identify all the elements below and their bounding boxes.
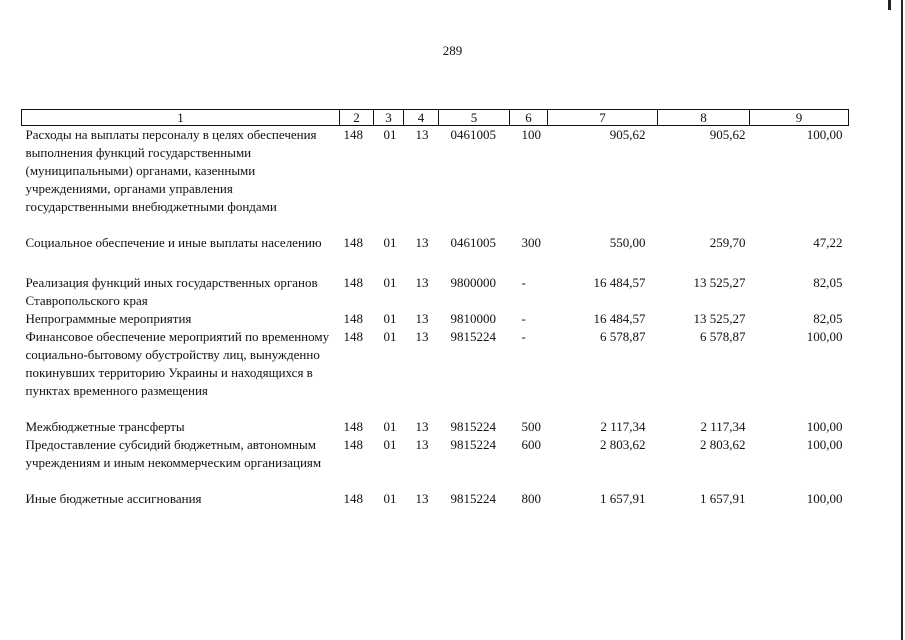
cell-section: 01	[383, 127, 397, 142]
table-row	[22, 418, 849, 436]
cell-target: 9815224	[450, 490, 496, 506]
cell-plan: 550,00	[609, 234, 646, 250]
cell-section: 01	[383, 490, 397, 506]
cell-section: 01	[383, 274, 397, 290]
cell-subsection: 13	[415, 274, 429, 290]
cell-section: 01	[383, 234, 397, 250]
cell-expense-type: 100	[521, 127, 541, 142]
cell-expense-type: -	[521, 310, 526, 326]
row-name: Реализация функций иных государственных органов Ставропольского края	[25, 274, 318, 308]
row-name: Непрограммные мероприятия	[25, 310, 192, 326]
cell-actual: 905,62	[709, 127, 746, 142]
cell-target: 9815224	[450, 418, 496, 434]
budget-table	[21, 109, 849, 508]
cell-expense-type: 300	[521, 234, 541, 250]
cell-expense-type: -	[521, 274, 526, 290]
header-cell: 2	[340, 110, 374, 126]
table-row	[22, 490, 849, 508]
cell-plan: 2 117,34	[600, 418, 646, 434]
cell-percent: 82,05	[813, 310, 843, 326]
cell-subsection: 13	[415, 418, 429, 434]
cell-actual: 259,70	[709, 234, 746, 250]
cell-subsection: 13	[415, 234, 429, 250]
header-cell: 5	[439, 110, 510, 126]
cell-section: 01	[383, 328, 397, 344]
cell-percent: 47,22	[813, 234, 843, 250]
cell-actual: 2 117,34	[700, 418, 746, 434]
cell-percent: 100,00	[806, 127, 843, 142]
cell-target: 0461005	[450, 127, 496, 142]
cell-subsection: 13	[415, 328, 429, 344]
row-name: Социальное обеспечение и иные выплаты населению	[25, 234, 322, 250]
cell-expense-type: 500	[521, 418, 541, 434]
cell-percent: 82,05	[813, 274, 843, 290]
cell-plan: 1 657,91	[600, 490, 646, 506]
cell-percent: 100,00	[806, 328, 843, 344]
cell-expense-type: -	[521, 328, 526, 344]
cell-ministry: 148	[343, 310, 363, 326]
table-row	[22, 274, 849, 310]
cell-ministry: 148	[343, 490, 363, 506]
cell-actual: 13 525,27	[693, 274, 746, 290]
header-cell: 8	[658, 110, 750, 126]
header-cell: 9	[750, 110, 849, 126]
cell-percent: 100,00	[806, 436, 843, 452]
cell-percent: 100,00	[806, 418, 843, 434]
cell-target: 9815224	[450, 436, 496, 452]
cell-plan: 16 484,57	[593, 274, 646, 290]
table-row	[22, 436, 849, 490]
table-row	[22, 126, 849, 234]
cell-plan: 6 578,87	[600, 328, 646, 344]
cell-ministry: 148	[343, 436, 363, 452]
cell-subsection: 13	[415, 490, 429, 506]
cell-ministry: 148	[343, 274, 363, 290]
row-name: Иные бюджетные ассигнования	[25, 490, 202, 506]
cell-target: 9810000	[450, 310, 496, 326]
row-name: Расходы на выплаты персоналу в целях обеспечения выполнения функций государственными (муниципальными) органами, казенными учреждениями, органами управления государственными внебюджетными фондами	[25, 127, 317, 214]
row-name: Межбюджетные трансферты	[25, 418, 185, 434]
cell-target: 9815224	[450, 328, 496, 344]
cell-ministry: 148	[343, 127, 363, 142]
header-row	[22, 110, 849, 126]
cell-section: 01	[383, 436, 397, 452]
cell-section: 01	[383, 310, 397, 326]
table-row	[22, 310, 849, 328]
cell-subsection: 13	[415, 310, 429, 326]
cell-actual: 1 657,91	[700, 490, 746, 506]
cell-plan: 16 484,57	[593, 310, 646, 326]
page-number: 289	[442, 43, 463, 58]
table-row	[22, 234, 849, 274]
cell-actual: 6 578,87	[700, 328, 746, 344]
cell-subsection: 13	[415, 436, 429, 452]
table-row	[22, 328, 849, 418]
cell-actual: 13 525,27	[693, 310, 746, 326]
cell-target: 9800000	[450, 274, 496, 290]
row-name: Финансовое обеспечение мероприятий по временному социально-бытовому обустройству лиц, вынужденно покинувших территорию Украины и находящихся в пунктах временного размещения	[25, 328, 330, 398]
page-edge-rule	[901, 0, 903, 640]
cell-section: 01	[383, 418, 397, 434]
header-cell: 4	[404, 110, 439, 126]
cell-ministry: 148	[343, 418, 363, 434]
cell-ministry: 148	[343, 328, 363, 344]
cell-subsection: 13	[415, 127, 429, 142]
header-cell: 7	[548, 110, 658, 126]
cell-percent: 100,00	[806, 490, 843, 506]
cell-plan: 2 803,62	[600, 436, 646, 452]
header-cell: 1	[22, 110, 340, 126]
header-cell: 6	[510, 110, 548, 126]
cell-target: 0461005	[450, 234, 496, 250]
row-name: Предоставление субсидий бюджетным, автономным учреждениям и иным некоммерческим организациям	[25, 436, 322, 470]
cell-plan: 905,62	[609, 127, 646, 142]
cell-expense-type: 600	[521, 436, 541, 452]
header-cell: 3	[374, 110, 404, 126]
cell-expense-type: 800	[521, 490, 541, 506]
cell-actual: 2 803,62	[700, 436, 746, 452]
scan-tick-mark	[888, 0, 891, 10]
cell-ministry: 148	[343, 234, 363, 250]
